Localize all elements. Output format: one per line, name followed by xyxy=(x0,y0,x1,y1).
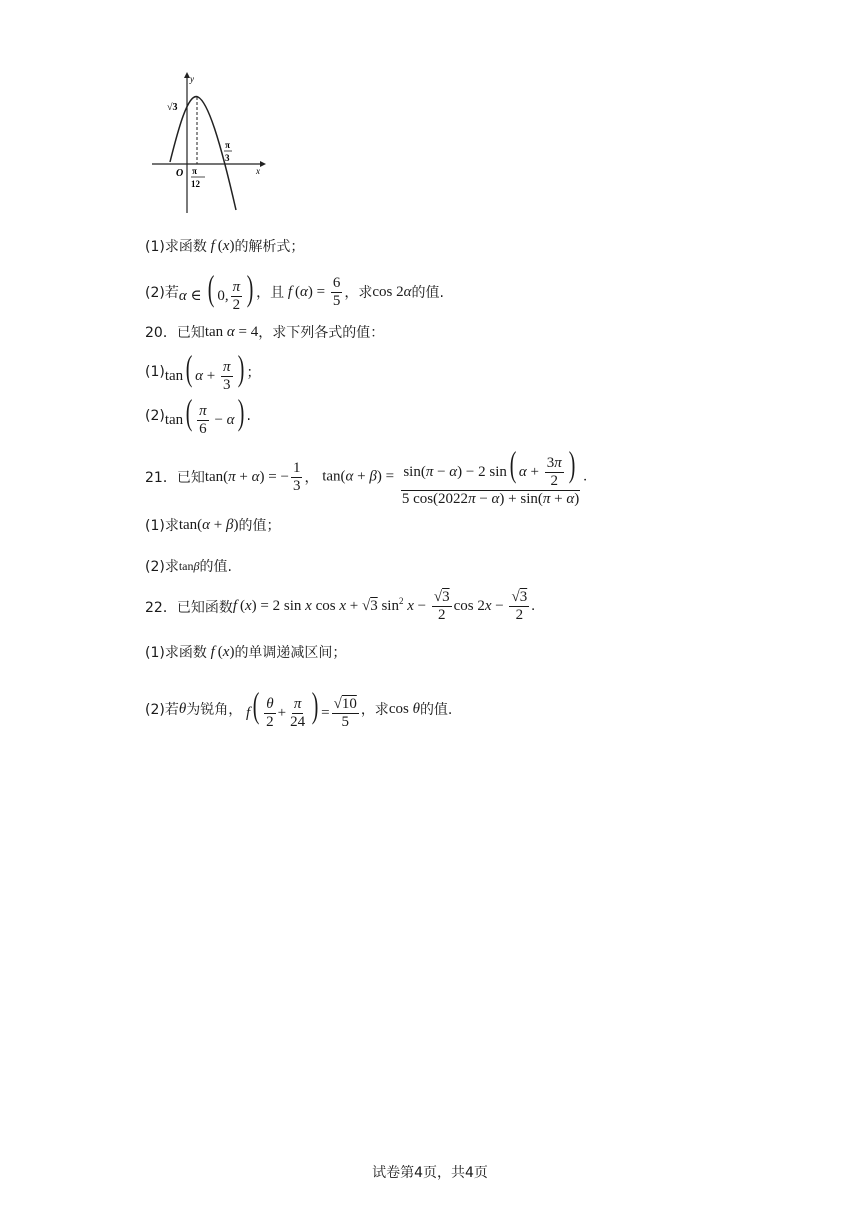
q22-part2: (2)若 θ 为锐角， f( $\frac{\theta}{2}$ + $\frac{\pi}{24}$ ) = $\frac{√10}{5}$ ，求 cos θ 的值. xyxy=(145,685,453,731)
q22-part1: (1)求函数 f (x) 的单调递减区间； xyxy=(145,643,347,661)
x2-den: 3 xyxy=(225,153,230,163)
math-f-alpha: f (α) = $\frac{6}{5}$ xyxy=(287,274,341,309)
math-tan-pi6-minus-alpha: tan( $\frac{\pi}{6}$ − α) xyxy=(164,392,244,438)
q19-part1: (1)求函数 f (x) 的解析式； xyxy=(145,237,305,255)
q22-stem: 22．已知函数 f (x) = 2 sin x cos x + √3 $\sin^2 x$ − $\frac{√3}{2}$ cos 2x − $\frac{√3}{2}$ . xyxy=(145,589,535,623)
q20-part1: (1) tan( α + $\frac{\pi}{3}$ ) ； xyxy=(145,348,261,394)
math-fx: f (x) xyxy=(210,237,235,254)
math-cos-theta: cos θ xyxy=(388,700,420,717)
q20-stem: 20．已知 tan α = 4 ，求下列各式的值： xyxy=(145,323,385,341)
math-fx-2: f (x) xyxy=(210,643,235,660)
math-cos2alpha: cos 2α xyxy=(372,283,412,300)
math-tan-alpha-plus-beta: tan(α + β) xyxy=(178,516,239,533)
math-tan-pi-plus-alpha: tan(π + α) = − $\frac{1}{3}$ xyxy=(204,459,301,494)
x1-den: 12 xyxy=(191,179,200,189)
math-f-theta-value: f( $\frac{\theta}{2}$ + $\frac{\pi}{24}$ ) = $\frac{√10}{5}$ xyxy=(245,685,357,731)
math-f-definition: f (x) = 2 sin x cos x + √3 $\sin^2 x$ − $\frac{√3}{2}$ cos 2x − $\frac{√3}{2}$ . xyxy=(232,589,535,623)
x-axis-label: x xyxy=(256,166,260,176)
y-axis-label: y xyxy=(190,74,194,84)
math-tan-alpha-plus-pi3: tan( α + $\frac{\pi}{3}$ ) xyxy=(164,348,244,394)
page-footer: 试卷第4页，共4页 xyxy=(372,1165,488,1181)
math-theta: θ xyxy=(178,700,187,717)
origin-label: O xyxy=(176,168,184,179)
q21-stem: 21．已知 tan(π + α) = − $\frac{1}{3}$ ， tan(α + β) = sin(π − α) − 2 sin( α + $\frac{3\pi}{2}$ ) 5 cos(2022π − α) + sin(π + α) . xyxy=(145,444,587,508)
y-peak-label: √3 xyxy=(167,102,178,113)
math-tan-alpha-beta-fraction: tan(α + β) = sin(π − α) − 2 sin( α + $\frac{3\pi}{2}$ ) 5 cos(2022π − α) + sin(π + α) . xyxy=(318,444,587,508)
function-graph xyxy=(150,70,270,215)
q19-part2: (2)若 α ∈ ( 0, $\frac{\pi}{2}$ ) ，且 f (α) = $\frac{6}{5}$ ，求 cos 2α 的值. xyxy=(145,268,444,314)
math-alpha-interval: α ∈ ( 0, $\frac{\pi}{2}$ ) xyxy=(178,268,254,314)
q21-part2: (2)求 tanβ 的值. xyxy=(145,558,232,575)
q21-part1: (1)求 tan(α + β) 的值； xyxy=(145,516,281,534)
x1-num: π xyxy=(192,166,197,176)
q20-part2: (2) tan( $\frac{\pi}{6}$ − α) . xyxy=(145,392,251,438)
math-tan-beta: tanβ xyxy=(178,558,200,573)
math-tan-alpha-4: tan α = 4 xyxy=(204,323,259,340)
x2-num: π xyxy=(225,140,230,150)
